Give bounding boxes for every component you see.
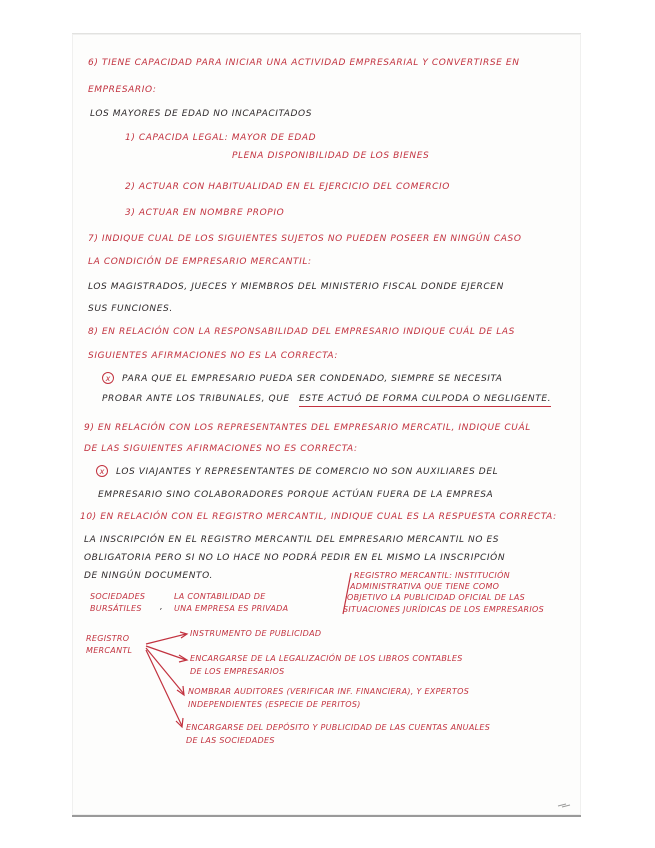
branch-3a: NOMBRAR AUDITORES (VERIFICAR INF. FINANCIERA), Y EXPERTOS <box>188 687 470 696</box>
branch-4a: ENCARGARSE DEL DEPÓSITO Y PUBLICIDAD DE LAS CUENTAS ANUALES <box>186 723 491 732</box>
q6-answer: LOS MAYORES DE EDAD NO INCAPACITADOS <box>90 109 313 119</box>
q7-line1: 7) INDIQUE CUAL DE LOS SIGUIENTES SUJETOS NO PUEDEN POSEER EN NINGÚN CASO <box>88 234 522 244</box>
arrow-1 <box>146 634 186 644</box>
answer-mark-x: x <box>102 372 114 384</box>
q9-line2: DE LAS SIGUIENTES AFIRMACIONES NO ES CORRECTA: <box>84 444 358 454</box>
q6-item3: 3) ACTUAR EN NOMBRE PROPIO <box>125 208 285 218</box>
note-registro-def-4: SITUACIONES JURÍDICAS DE LOS EMPRESARIOS <box>343 605 545 614</box>
q10-line1: 10) EN RELACIÓN CON EL REGISTRO MERCANTIL, INDIQUE CUAL ES LA RESPUESTA CORRECTA: <box>80 512 557 522</box>
branch-4b: DE LAS SOCIEDADES <box>186 736 275 745</box>
q6-item1: 1) CAPACIDA LEGAL: MAYOR DE EDAD <box>125 133 317 143</box>
arrow-2 <box>146 646 186 660</box>
q10-answer1: LA INSCRIPCIÓN EN EL REGISTRO MERCANTIL DEL EMPRESARIO MERCANTIL NO ES <box>84 535 500 545</box>
q9-answer2: EMPRESARIO SINO COLABORADORES PORQUE ACTÚAN FUERA DE LA EMPRESA <box>98 490 494 500</box>
q9-answer1: LOS VIAJANTES Y REPRESENTANTES DE COMERCIO NO SON AUXILIARES DEL <box>116 467 499 477</box>
note-registro-def-2: ADMINISTRATIVA QUE TIENE COMO <box>350 582 500 591</box>
q7-answer2: SUS FUNCIONES. <box>88 304 173 314</box>
branch-2b: DE LOS EMPRESARIOS <box>190 667 285 676</box>
note-comma: , <box>160 602 163 611</box>
q7-line2: LA CONDICIÓN DE EMPRESARIO MERCANTIL: <box>88 257 312 267</box>
answer-mark-x: x <box>96 465 108 477</box>
note-registro-label-2: MERCANTL <box>86 646 133 655</box>
q6-item2: 2) ACTUAR CON HABITUALIDAD EN EL EJERCICIO DEL COMERCIO <box>125 182 450 192</box>
note-sociedades: SOCIEDADES <box>90 592 146 601</box>
arrow-3 <box>146 648 184 694</box>
q7-answer1: LOS MAGISTRADOS, JUECES Y MIEMBROS DEL MINISTERIO FISCAL DONDE EJERCEN <box>88 282 504 292</box>
q8-line2: SIGUIENTES AFIRMACIONES NO ES LA CORRECTA: <box>88 351 338 361</box>
branch-1: INSTRUMENTO DE PUBLICIDAD <box>190 629 322 638</box>
corner-scribble <box>558 804 570 807</box>
note-bursatiles: BURSÁTILES <box>90 604 142 613</box>
arrow-4 <box>146 650 182 726</box>
q10-answer2: OBLIGATORIA PERO SI NO LO HACE NO PODRÁ PEDIR EN EL MISMO LA INSCRIPCIÓN <box>84 553 506 563</box>
q8-answer2b-underlined: ESTE ACTUÓ DE FORMA CULPODA O NEGLIGENTE. <box>299 393 551 407</box>
q6-line1: 6) TIENE CAPACIDAD PARA INICIAR UNA ACTIVIDAD EMPRESARIAL Y CONVERTIRSE EN <box>88 58 520 68</box>
q10-answer3: DE NINGÚN DOCUMENTO. <box>84 571 213 581</box>
branch-2a: ENCARGARSE DE LA LEGALIZACIÓN DE LOS LIBROS CONTABLES <box>190 654 463 663</box>
q8-answer1: PARA QUE EL EMPRESARIO PUEDA SER CONDENADO, SIEMPRE SE NECESITA <box>122 374 503 384</box>
note-registro-def-3: OBJETIVO LA PUBLICIDAD OFICIAL DE LAS <box>347 593 526 602</box>
q6-item1b: PLENA DISPONIBILIDAD DE LOS BIENES <box>232 151 430 161</box>
q9-line1: 9) EN RELACIÓN CON LOS REPRESENTANTES DEL EMPRESARIO MERCATIL, INDIQUE CUÁL <box>84 423 531 433</box>
note-registro-label-1: REGISTRO <box>86 634 130 643</box>
branch-3b: INDEPENDIENTES (ESPECIE DE PERITOS) <box>188 700 361 709</box>
q6-line2: EMPRESARIO: <box>88 85 157 95</box>
note-contabilidad-2: UNA EMPRESA ES PRIVADA <box>174 604 289 613</box>
q8-answer2a: PROBAR ANTE LOS TRIBUNALES, QUE <box>102 394 290 404</box>
note-registro-def-1: REGISTRO MERCANTIL: INSTITUCIÓN <box>354 571 510 580</box>
q8-line1: 8) EN RELACIÓN CON LA RESPONSABILIDAD DEL EMPRESARIO INDIQUE CUÁL DE LAS <box>88 327 515 337</box>
note-contabilidad-1: LA CONTABILIDAD DE <box>174 592 266 601</box>
